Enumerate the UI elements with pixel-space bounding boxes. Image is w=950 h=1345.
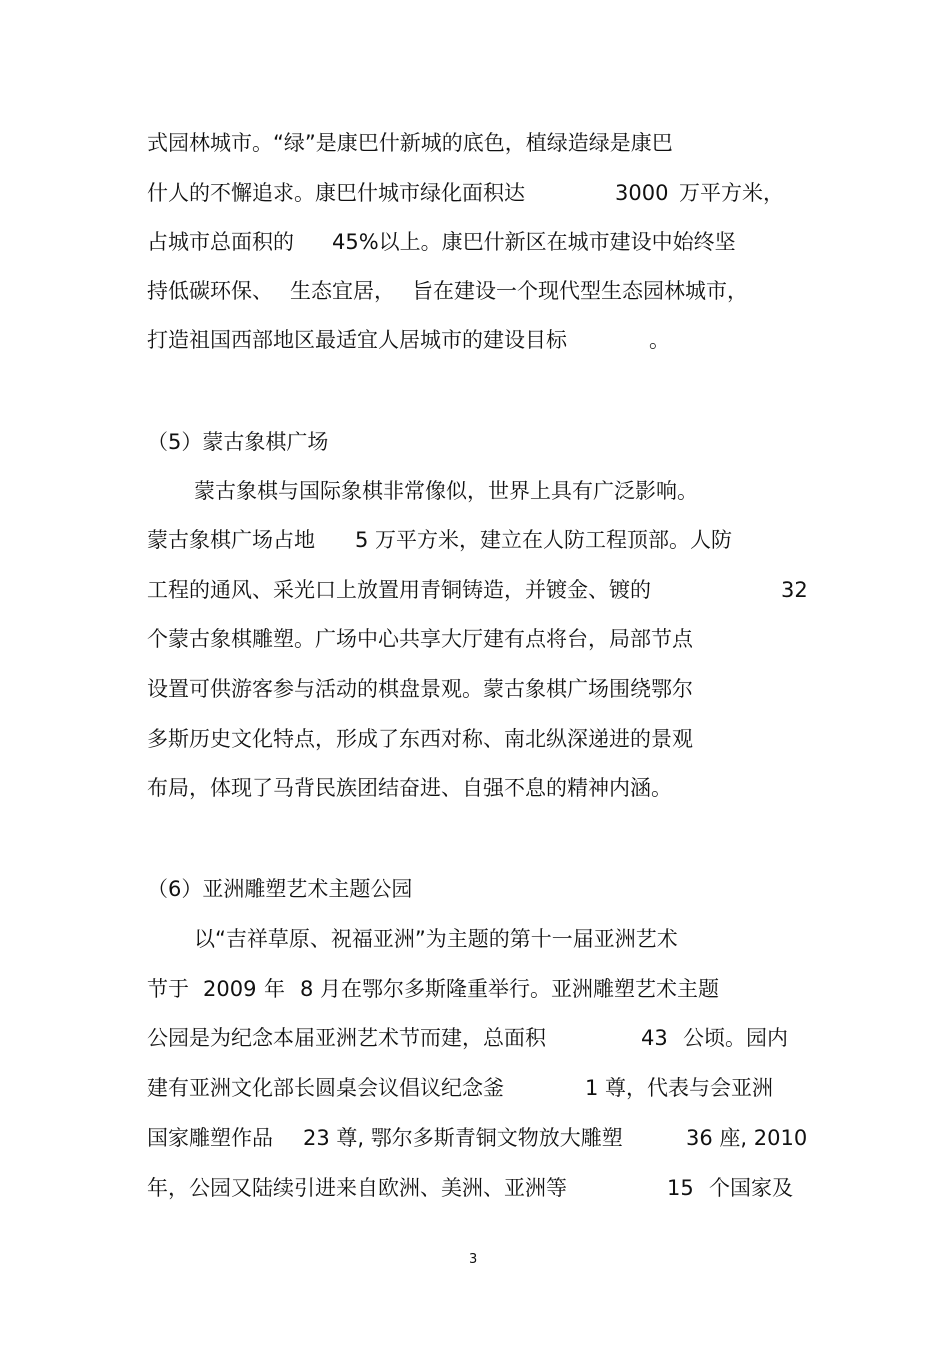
text-segment: 年 (264, 977, 285, 1001)
text-segment: 生态宜居， (290, 279, 395, 303)
text-line (0, 474, 698, 508)
text-segment: 公顷。园内 (683, 1026, 788, 1050)
text-segment: 年，公园又陆续引进来自欧洲、美洲、亚洲等 (147, 1176, 567, 1200)
text-line (0, 922, 678, 956)
text-segment: 持低碳环保、 (147, 279, 273, 303)
text-line (0, 1121, 808, 1155)
section-heading (0, 872, 413, 906)
text-segment: 以“吉祥草原、祝福亚洲”为主题的第十一届亚洲艺术 (194, 927, 678, 951)
text-segment: 23 尊, 鄂尔多斯青铜文物放大雕塑 (303, 1126, 623, 1150)
text-segment: 5 万平方米，建立在人防工程顶部。人防 (355, 528, 733, 552)
text-line (0, 622, 693, 656)
text-line (0, 523, 733, 557)
text-segment: 15 (667, 1176, 694, 1200)
text-segment: 多斯历史文化特点，形成了东西对称、南北纵深递进的景观 (147, 727, 693, 751)
text-line (0, 1171, 793, 1205)
heading-text: （5）蒙古象棋广场 (147, 430, 329, 454)
text-segment: 1 尊，代表与会亚洲 (585, 1076, 774, 1100)
text-segment: 。 (649, 328, 670, 352)
text-segment: 式园林城市。“绿”是康巴什新城的底色，植绿造绿是康巴 (147, 131, 673, 155)
text-line (0, 573, 808, 607)
page-number: 3 (469, 1252, 478, 1267)
text-segment: 布局，体现了马背民族团结奋进、自强不息的精神内涵。 (147, 776, 672, 800)
text-line (0, 972, 720, 1006)
text-segment: 43 (641, 1026, 668, 1050)
text-line (0, 672, 693, 706)
text-line (0, 1071, 774, 1105)
text-segment: 8 月在鄂尔多斯隆重举行。亚洲雕塑艺术主题 (300, 977, 720, 1001)
text-segment: 32 (781, 578, 808, 602)
text-segment: 蒙古象棋与国际象棋非常像似，世界上具有广泛影响。 (194, 479, 698, 503)
text-segment: 万平方米， (679, 181, 784, 205)
heading-text: （6）亚洲雕塑艺术主题公园 (147, 877, 413, 901)
text-segment: 3000 (615, 181, 669, 205)
text-segment: 45%以上。康巴什新区在城市建设中始终坚 (332, 230, 736, 254)
text-line (0, 1021, 788, 1055)
text-segment: 节于 (147, 977, 189, 1001)
text-line (0, 225, 736, 259)
text-line (0, 722, 693, 756)
text-segment: 占城市总面积的 (147, 230, 294, 254)
text-line (0, 771, 672, 805)
text-segment: 国家雕塑作品 (147, 1126, 273, 1150)
text-segment: 公园是为纪念本届亚洲艺术节而建，总面积 (147, 1026, 546, 1050)
text-segment: 建有亚洲文化部长圆桌会议倡议纪念釜 (147, 1076, 504, 1100)
text-segment: 个国家及 (709, 1176, 793, 1200)
text-line (0, 323, 670, 357)
text-line (0, 126, 673, 160)
text-segment: 什人的不懈追求。康巴什城市绿化面积达 (147, 181, 525, 205)
text-segment: 个蒙古象棋雕塑。广场中心共享大厅建有点将台，局部节点 (147, 627, 693, 651)
section-heading (0, 425, 329, 459)
text-segment: 设置可供游客参与活动的棋盘景观。蒙古象棋广场围绕鄂尔 (147, 677, 693, 701)
text-segment: 旨在建设一个现代型生态园林城市， (412, 279, 748, 303)
text-line (0, 176, 784, 210)
text-segment: 2009 (203, 977, 257, 1001)
text-segment: 工程的通风、采光口上放置用青铜铸造，并镀金、镀的 (147, 578, 651, 602)
text-segment: 打造祖国西部地区最适宜人居城市的建设目标 (147, 328, 567, 352)
text-segment: 蒙古象棋广场占地 (147, 528, 315, 552)
text-segment: 36 座, 2010 (686, 1126, 808, 1150)
text-line (0, 274, 748, 308)
